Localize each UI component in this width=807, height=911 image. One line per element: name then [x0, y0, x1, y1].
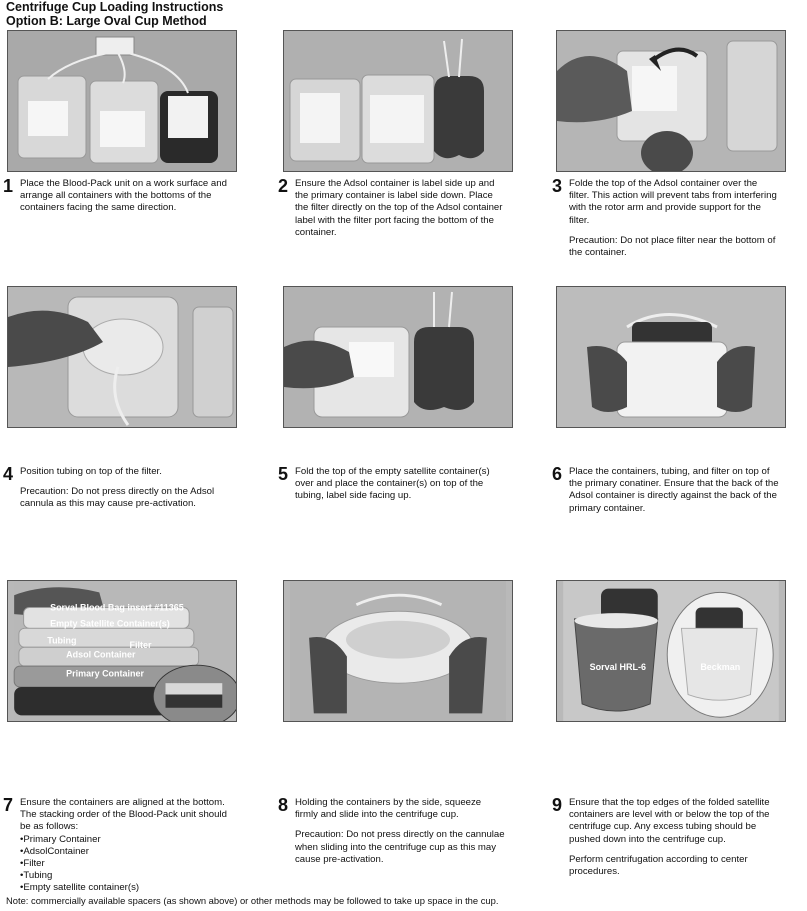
step-text: Ensure that the top edges of the folded satellite containers are level with or below the top of the centrifuge cup. Any excess tubing should be pushed down into the centrifuge cup.: [569, 797, 770, 845]
title-line-1: Centrifuge Cup Loading Instructions: [6, 0, 224, 14]
step-number: 8: [278, 795, 289, 815]
photo-step-9: [556, 580, 786, 722]
step-number: 4: [3, 464, 14, 484]
list-item: • AdsolContainer: [20, 846, 230, 858]
step-number: 9: [552, 795, 563, 815]
list-item: • Primary Container: [20, 834, 230, 846]
photo-step-2: [283, 30, 513, 172]
list-item: • Filter: [20, 858, 230, 870]
step-text: Place the Blood-Pack unit on a work surface and arrange all containers with the bottoms of the containers facing the same direction.: [20, 178, 227, 214]
step-text-2: Perform centrifugation according to center procedures.: [569, 853, 748, 878]
step-text: Ensure the Adsol container is label side up and the primary container is label side down. Place the filter directly on the top of the Adsol container label with the filter port facing the bottom of the container.: [295, 178, 503, 238]
photo-step-1: [7, 30, 237, 172]
list-item: • Tubing: [20, 870, 230, 882]
photo-step-4: [7, 286, 237, 428]
step-number: 5: [278, 464, 289, 484]
label-primary: Primary Container: [66, 668, 144, 679]
photo-step-6: [556, 286, 786, 428]
photo-step-8: [283, 580, 513, 722]
page-title: [6, 0, 223, 28]
step-precaution: Precaution: Do not place filter near the bottom of the container.: [569, 234, 776, 259]
label-adsol: Adsol Container: [66, 649, 136, 660]
label-tubing: Tubing: [47, 635, 77, 646]
label-beckman: Beckman: [700, 661, 741, 672]
step-text: Fold the top of the empty satellite container(s) over and place the container(s) on top of the tubing, label side facing up.: [295, 466, 490, 502]
stacking-order-list: [20, 834, 230, 895]
photo-step-5: [283, 286, 513, 428]
title-line-2: Option B: Large Oval Cup Method: [6, 14, 207, 28]
label-insert: Sorval Blood Bag insert #11365: [50, 602, 184, 613]
step-precaution: Precaution: Do not press directly on the Adsol cannula as this may cause pre-activation.: [20, 486, 215, 510]
photo-step-7: [7, 580, 237, 722]
list-item: • Empty satellite container(s): [20, 882, 230, 894]
step-number: 3: [552, 176, 563, 196]
step-number: 1: [3, 176, 14, 196]
label-sorval: Sorval HRL-6: [589, 661, 646, 672]
step-number: 2: [278, 176, 289, 196]
step-text: Holding the containers by the side, squeeze firmly and slide into the centrifuge cup.: [295, 797, 482, 821]
step-text: Ensure the containers are aligned at the bottom. The stacking order of the Blood-Pack unit should be as follows:: [20, 797, 227, 833]
label-satellite: Empty Satellite Container(s): [50, 618, 170, 629]
step-number: 7: [3, 795, 14, 815]
step-number: 6: [552, 464, 563, 484]
footer-note: Note: commercially available spacers (as shown above) or other methods may be followed to take up space in the cup.: [6, 895, 499, 906]
step-text: Folde the top of the Adsol container over the filter. This action will prevent tabs from interfering with the rotor arm and provide support for the filter.: [569, 178, 777, 226]
step-text: Place the containers, tubing, and filter on top of the primary conatiner. Ensure that the back of the Adsol container is directly against the back of the primary container.: [569, 466, 779, 514]
photo-step-3: [556, 30, 786, 172]
step-text: Position tubing on top of the filter.: [20, 466, 162, 477]
label-filter: Filter: [129, 640, 152, 651]
step-precaution: Precaution: Do not press directly on the cannulae when sliding into the centrifuge cup as this may cause pre-activation.: [295, 829, 505, 865]
